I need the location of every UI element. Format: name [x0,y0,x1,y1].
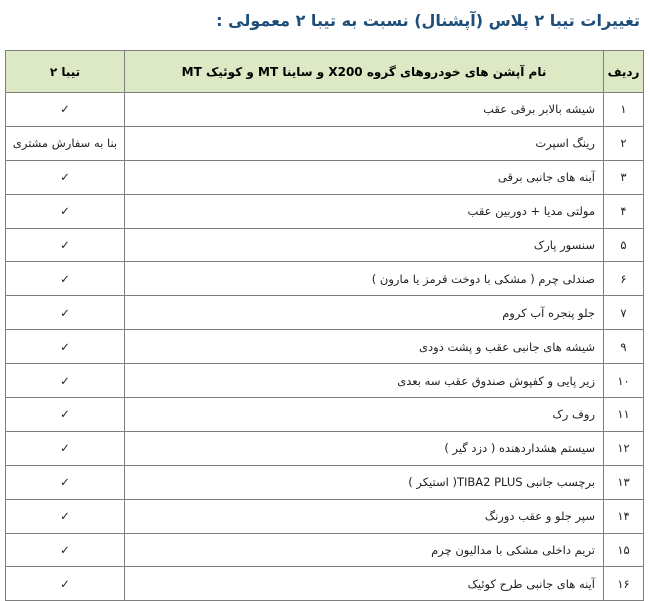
row-number: ۲ [604,126,644,160]
table-row [6,262,644,296]
row-number: ۵ [604,228,644,262]
check-icon: ✓ [6,398,125,432]
check-icon: ✓ [6,228,125,262]
option-name: شیشه های جانبی عقب و پشت دودی [125,330,604,364]
table-row [6,194,644,228]
row-number: ۱۵ [604,533,644,567]
check-icon: ✓ [6,262,125,296]
table-row [6,398,644,432]
option-name: آینه های جانبی برقی [125,160,604,194]
row-number: ۱۴ [604,499,644,533]
row-number: ۱۶ [604,567,644,601]
table-row [6,126,644,160]
option-name: زیر پایی و کفپوش صندوق عقب سه بعدی [125,364,604,398]
row-number: ۱۰ [604,364,644,398]
row-number: ۹ [604,330,644,364]
option-name: برچسب جانبی TIBA2 PLUS( استیکر ) [125,465,604,499]
row-number: ۱۳ [604,465,644,499]
option-name: رینگ اسپرت [125,126,604,160]
table-row [6,533,644,567]
header-row [6,51,644,93]
row-number: ۱۲ [604,431,644,465]
row-number: ۱۱ [604,398,644,432]
row-number: ۶ [604,262,644,296]
table-row [6,499,644,533]
table-row [6,364,644,398]
check-icon: ✓ [6,160,125,194]
check-icon: ✓ [6,431,125,465]
option-name: مولتی مدیا + دوربین عقب [125,194,604,228]
option-name: سپر جلو و عقب دورنگ [125,499,604,533]
option-name: تریم داخلی مشکی با مدالیون چرم [125,533,604,567]
option-name: سیستم هشداردهنده ( دزد گیر ) [125,431,604,465]
check-icon: ✓ [6,465,125,499]
row-number: ۱ [604,93,644,127]
header-row-no: ردیف [604,51,644,93]
option-name: آینه های جانبی طرح کوئیک [125,567,604,601]
options-table [5,50,644,601]
row-number: ۳ [604,160,644,194]
check-icon: ✓ [6,296,125,330]
page-title: تغییرات تیبا ۲ پلاس (آپشنال) نسبت به تیبا ۲ معمولی : [216,11,640,30]
row-number: ۷ [604,296,644,330]
check-icon: ✓ [6,499,125,533]
table-row [6,330,644,364]
option-name: روف رک [125,398,604,432]
table-row [6,431,644,465]
table-row [6,465,644,499]
tiba2-availability: بنا به سفارش مشتری [6,126,125,160]
table-row [6,160,644,194]
table-row [6,93,644,127]
check-icon: ✓ [6,567,125,601]
option-name: صندلی چرم ( مشکی با دوخت قرمز یا مارون ) [125,262,604,296]
check-icon: ✓ [6,93,125,127]
table-row [6,567,644,601]
option-name: شیشه بالابر برقی عقب [125,93,604,127]
header-option-name: نام آپشن های خودروهای گروه X200 و ساینا MT و کوئیک MT [125,51,604,93]
check-icon: ✓ [6,364,125,398]
check-icon: ✓ [6,194,125,228]
check-icon: ✓ [6,533,125,567]
table-row [6,296,644,330]
header-tiba2: تیبا ۲ [6,51,125,93]
option-name: جلو پنجره آب کروم [125,296,604,330]
row-number: ۴ [604,194,644,228]
check-icon: ✓ [6,330,125,364]
option-name: سنسور پارک [125,228,604,262]
table-row [6,228,644,262]
